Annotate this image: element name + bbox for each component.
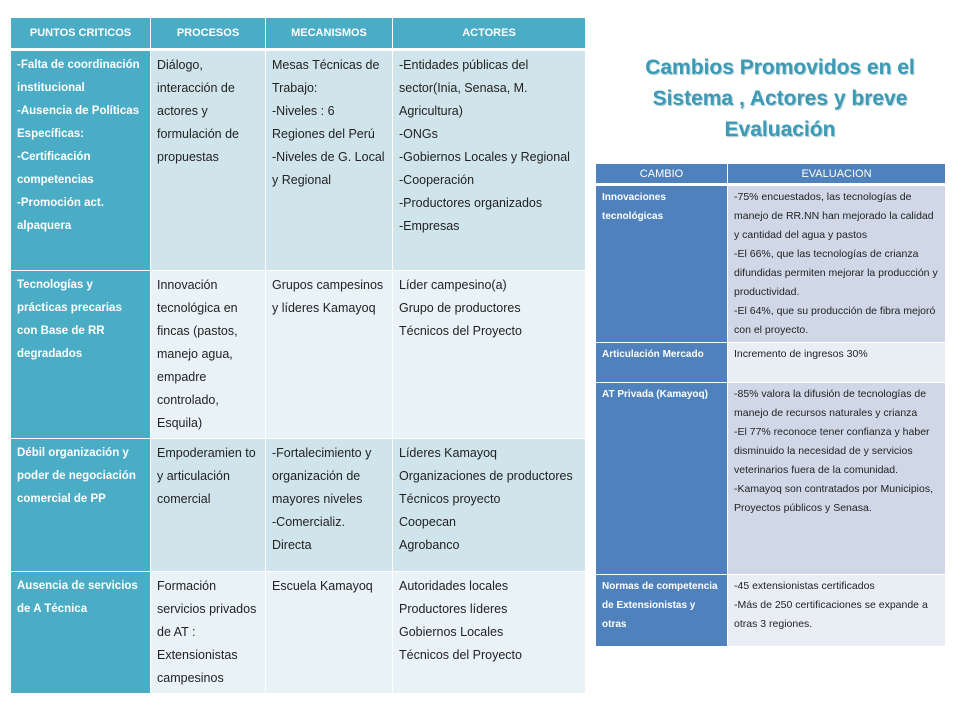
actors-cell-line: Organizaciones de productores bbox=[399, 469, 573, 483]
actors-cell-line: Productores líderes bbox=[399, 602, 508, 616]
mechanism-cell-line: Escuela Kamayoq bbox=[272, 579, 373, 593]
right-table-header-row bbox=[596, 164, 946, 185]
table-row bbox=[596, 185, 946, 343]
header-puntos-criticos: PUNTOS CRITICOS bbox=[11, 18, 151, 50]
actors-cell bbox=[393, 50, 586, 271]
actors-cell bbox=[393, 271, 586, 439]
table-row bbox=[596, 343, 946, 383]
actors-cell-line: Grupo de productores bbox=[399, 301, 521, 315]
critical-point-cell-line: -Certificación competencias bbox=[17, 151, 94, 186]
mechanism-cell-line: -Comercializ. Directa bbox=[272, 515, 345, 552]
change-cell bbox=[596, 185, 728, 343]
actors-cell-line: Líder campesino(a) bbox=[399, 278, 507, 292]
process-cell bbox=[151, 572, 266, 694]
header-cambio: CAMBIO bbox=[596, 164, 728, 185]
header-procesos: PROCESOS bbox=[151, 18, 266, 50]
evaluation-cell-line: -El 77% reconoce tener confianza y haber disminuido la necesidad de y servicios veterinarios fuera de la comunidad. bbox=[734, 426, 930, 476]
table-row bbox=[11, 439, 586, 572]
critical-point-cell-line: Tecnologías y prácticas precarias con Base de RR degradados bbox=[17, 279, 122, 360]
header-actores: ACTORES bbox=[393, 18, 586, 50]
actors-cell-line: Agrobanco bbox=[399, 538, 460, 552]
header-evaluacion: EVALUACION bbox=[728, 164, 946, 185]
evaluation-cell bbox=[728, 575, 946, 647]
change-cell bbox=[596, 383, 728, 575]
table-row bbox=[11, 271, 586, 439]
evaluation-cell-line: -75% encuestados, las tecnologías de manejo de RR.NN han mejorado la calidad y cantidad del agua y pastos bbox=[734, 191, 934, 241]
actors-cell-line: -ONGs bbox=[399, 127, 438, 141]
critical-point-cell-line: Ausencia de servicios de A Técnica bbox=[17, 580, 138, 615]
actors-cell-line: Gobiernos Locales bbox=[399, 625, 504, 639]
evaluation-cell bbox=[728, 343, 946, 383]
evaluation-cell-line: -El 66%, que las tecnologías de crianza difundidas permiten mejorar la producción y productividad. bbox=[734, 248, 938, 298]
table-row bbox=[596, 575, 946, 647]
process-cell bbox=[151, 271, 266, 439]
actors-cell bbox=[393, 439, 586, 572]
change-cell-line: Innovaciones tecnológicas bbox=[602, 192, 666, 222]
mechanism-cell-line: Grupos campesinos y líderes Kamayoq bbox=[272, 278, 384, 315]
evaluation-cell bbox=[728, 383, 946, 575]
mechanism-cell-line: -Niveles : 6 Regiones del Perú bbox=[272, 104, 375, 141]
critical-point-cell bbox=[11, 50, 151, 271]
process-cell bbox=[151, 439, 266, 572]
mechanism-cell bbox=[266, 50, 393, 271]
left-table-header-row bbox=[11, 18, 586, 50]
actors-cell-line: Autoridades locales bbox=[399, 579, 509, 593]
critical-point-cell bbox=[11, 439, 151, 572]
mechanism-cell bbox=[266, 572, 393, 694]
evaluation-cell-line: -Kamayoq son contratados por Municipios, Proyectos públicos y Senasa. bbox=[734, 483, 934, 514]
page-title: Cambios Promovidos en el Sistema , Actores y breve Evaluación bbox=[645, 56, 915, 141]
change-cell bbox=[596, 343, 728, 383]
process-cell bbox=[151, 50, 266, 271]
critical-points-table bbox=[10, 17, 586, 694]
evaluation-cell-line: -85% valora la difusión de tecnologías de manejo de recursos naturales y crianza bbox=[734, 388, 927, 419]
header-mecanismos: MECANISMOS bbox=[266, 18, 393, 50]
actors-cell-line: Líderes Kamayoq bbox=[399, 446, 497, 460]
process-cell-line: Empoderamien to y articulación comercial bbox=[157, 446, 256, 506]
change-cell-line: Normas de competencia de Extensionistas y otras bbox=[602, 581, 718, 630]
evaluation-cell-line: Incremento de ingresos 30% bbox=[734, 348, 868, 360]
table-row bbox=[11, 572, 586, 694]
process-cell-line: Innovación tecnológica en fincas (pastos, manejo agua, empadre controlado, Esquila) bbox=[157, 278, 238, 430]
mechanism-cell-line: Mesas Técnicas de Trabajo: bbox=[272, 58, 380, 95]
critical-point-cell-line: -Falta de coordinación institucional bbox=[17, 59, 140, 94]
mechanism-cell bbox=[266, 271, 393, 439]
evaluation-cell-line: -45 extensionistas certificados bbox=[734, 580, 875, 592]
process-cell-line: Formación servicios privados de AT : Extensionistas campesinos bbox=[157, 579, 257, 685]
mechanism-cell-line: -Fortalecimiento y organización de mayores niveles bbox=[272, 446, 372, 506]
actors-cell-line: Coopecan bbox=[399, 515, 456, 529]
evaluation-cell-line: -Más de 250 certificaciones se expande a otras 3 regiones. bbox=[734, 599, 928, 630]
change-cell-line: Articulación Mercado bbox=[602, 349, 704, 360]
critical-point-cell-line: -Promoción act. alpaquera bbox=[17, 197, 104, 232]
table-row bbox=[11, 50, 586, 271]
actors-cell-line: -Entidades públicas del sector(Inia, Senasa, M. Agricultura) bbox=[399, 58, 529, 118]
change-cell-line: AT Privada (Kamayoq) bbox=[602, 389, 708, 400]
actors-cell-line: -Productores organizados bbox=[399, 196, 543, 210]
actors-cell-line: Técnicos proyecto bbox=[399, 492, 501, 506]
mechanism-cell-line: -Niveles de G. Local y Regional bbox=[272, 150, 385, 187]
critical-point-cell-line: -Ausencia de Políticas Específicas: bbox=[17, 105, 140, 140]
critical-point-cell bbox=[11, 271, 151, 439]
evaluation-cell-line: -El 64%, que su producción de fibra mejoró con el proyecto. bbox=[734, 305, 936, 336]
actors-cell-line: -Empresas bbox=[399, 219, 460, 233]
change-cell bbox=[596, 575, 728, 647]
critical-point-cell bbox=[11, 572, 151, 694]
actors-cell-line: -Cooperación bbox=[399, 173, 475, 187]
process-cell-line: Diálogo, interacción de actores y formulación de propuestas bbox=[157, 58, 239, 164]
mechanism-cell bbox=[266, 439, 393, 572]
actors-cell-line: Técnicos del Proyecto bbox=[399, 324, 522, 338]
actors-cell-line: -Gobiernos Locales y Regional bbox=[399, 150, 570, 164]
evaluation-cell bbox=[728, 185, 946, 343]
critical-point-cell-line: Débil organización y poder de negociación comercial de PP bbox=[17, 447, 136, 505]
actors-cell bbox=[393, 572, 586, 694]
table-row bbox=[596, 383, 946, 575]
actors-cell-line: Técnicos del Proyecto bbox=[399, 648, 522, 662]
change-evaluation-table bbox=[595, 163, 946, 647]
